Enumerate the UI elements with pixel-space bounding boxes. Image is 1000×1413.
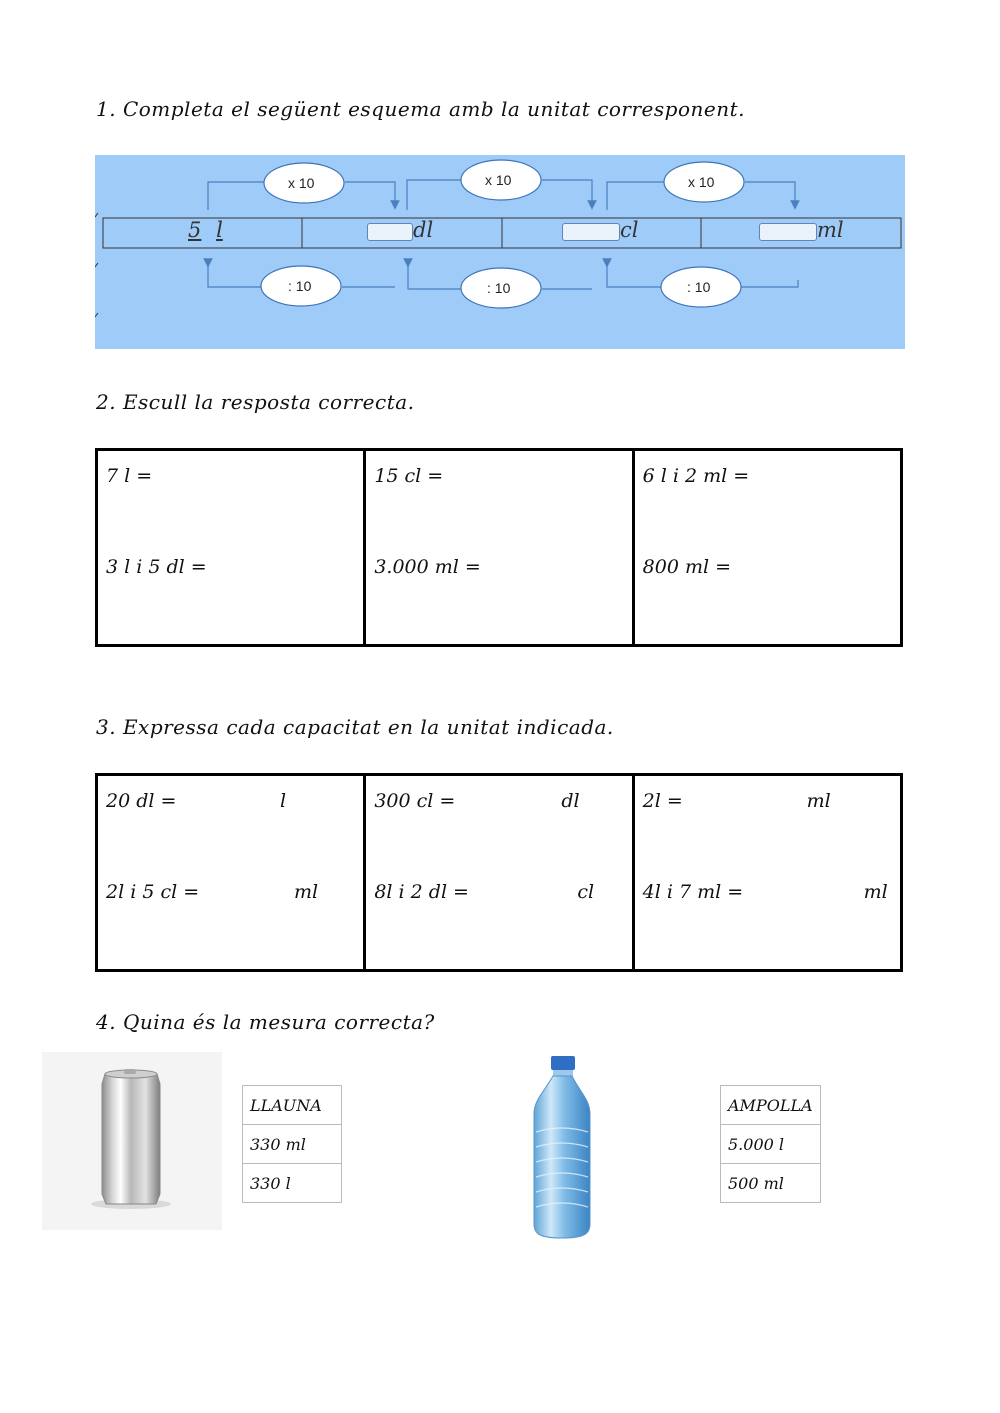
exercise-3-column: [98, 776, 366, 969]
question[interactable]: 7 l =: [106, 465, 153, 487]
unit-cell-milliliter: [759, 218, 844, 248]
target-unit: cl: [577, 881, 595, 903]
target-unit: l: [280, 790, 287, 812]
question[interactable]: 6 l i 2 ml =: [642, 465, 750, 487]
exercise-3-column: [366, 776, 634, 969]
multiply-label-3: x 10: [688, 174, 715, 190]
multiply-label-1: x 10: [288, 175, 315, 191]
conversion-scheme: [95, 155, 905, 349]
exercise-2-title: 2. Escull la resposta correcta.: [96, 390, 415, 414]
unit-cell-centiliter: [562, 218, 638, 248]
soda-can-image: [42, 1052, 222, 1230]
unit-label-liter: l: [216, 218, 223, 242]
unit-label-milliliter: ml: [817, 218, 844, 242]
unit-label-deciliter: dl: [413, 218, 434, 242]
question: 4l i 7 ml =: [642, 881, 744, 903]
target-unit: ml: [294, 881, 319, 903]
divide-label-3: : 10: [687, 279, 711, 295]
answer-box-dl[interactable]: [367, 223, 413, 241]
question: 2l i 5 cl =: [106, 881, 200, 903]
can-option[interactable]: 330 ml: [243, 1125, 342, 1164]
divide-label-2: : 10: [487, 280, 511, 296]
answer-box-cl[interactable]: [562, 223, 620, 241]
unit-cell-liter: [180, 218, 227, 248]
exercise-2-column: [366, 451, 634, 644]
can-option[interactable]: 330 l: [243, 1164, 342, 1203]
question[interactable]: 3 l i 5 dl =: [106, 556, 207, 578]
exercise-1-title: 1. Completa el següent esquema amb la unitat corresponent.: [96, 97, 745, 121]
exercise-2-column: [98, 451, 366, 644]
target-unit: dl: [561, 790, 580, 812]
bottle-options-table: [720, 1085, 821, 1203]
answer-box-ml[interactable]: [759, 223, 817, 241]
can-header: LLAUNA: [243, 1086, 342, 1125]
exercise-2-column: [635, 451, 900, 644]
bottle-option[interactable]: 5.000 l: [721, 1125, 821, 1164]
question[interactable]: 15 cl =: [374, 465, 444, 487]
can-options-table: [242, 1085, 342, 1203]
divide-label-1: : 10: [288, 278, 312, 294]
exercise-3-table: [95, 773, 903, 972]
target-unit: ml: [863, 881, 888, 903]
bottle-option[interactable]: 500 ml: [721, 1164, 821, 1203]
target-unit: ml: [806, 790, 831, 812]
bottle-header: AMPOLLA: [721, 1086, 821, 1125]
exercise-3-column: [635, 776, 900, 969]
exercise-3-title: 3. Expressa cada capacitat en la unitat indicada.: [96, 715, 614, 739]
question: 300 cl =: [374, 790, 456, 812]
water-bottle-image: [520, 1052, 605, 1242]
exercise-4-title: 4. Quina és la mesura correcta?: [96, 1010, 435, 1034]
unit-label-centiliter: cl: [620, 218, 639, 242]
question: 20 dl =: [106, 790, 177, 812]
question: 2l =: [642, 790, 683, 812]
question[interactable]: 800 ml =: [642, 556, 732, 578]
question: 8l i 2 dl =: [374, 881, 469, 903]
question[interactable]: 3.000 ml =: [374, 556, 481, 578]
exercise-2-table: [95, 448, 903, 647]
multiply-label-2: x 10: [485, 172, 512, 188]
unit-cell-deciliter: [367, 218, 433, 248]
unit-value-liter: 5: [188, 218, 202, 242]
